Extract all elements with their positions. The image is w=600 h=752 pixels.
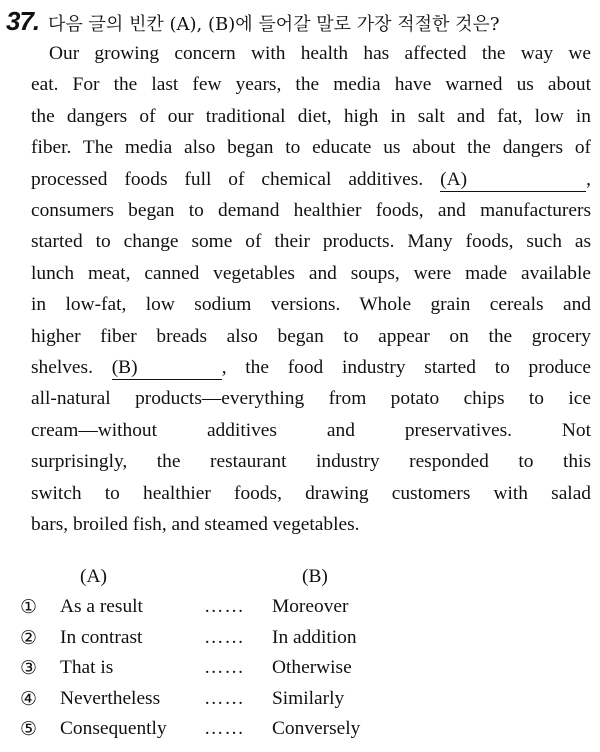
choice-b-text: In addition	[272, 626, 357, 648]
passage-line: Our growing concern with health has affected the way we	[49, 43, 591, 64]
passage-line: fiber. The media also began to educate us about the dangers of	[31, 137, 591, 159]
passage-line: higher fiber breads also began to appear on the grocery	[31, 325, 591, 347]
choice-b-text: Moreover	[272, 596, 349, 617]
choice-dots: ……	[204, 626, 245, 648]
choice-dots: ……	[204, 596, 245, 617]
passage	[31, 38, 591, 541]
question-heading	[6, 6, 594, 36]
choice-number: ⑤	[20, 718, 38, 740]
passage-line: started to change some of their products. Many foods, such as	[31, 231, 591, 253]
passage-line: surprisingly, the restaurant industry responded to this	[31, 451, 591, 473]
question-prompt: 다음 글의 빈칸 (A), (B)에 들어갈 말로 가장 적절한 것은?	[48, 14, 500, 35]
passage-text: , the food industry started to produce	[221, 357, 591, 379]
choice-b-text: Otherwise	[272, 657, 352, 678]
choice-a-text: Consequently	[60, 718, 167, 739]
choice-number: ①	[20, 596, 38, 618]
blank-a: (A)	[440, 169, 586, 192]
choice-number: ②	[20, 626, 38, 649]
passage-line-with-blank-b	[31, 352, 591, 383]
choice-dots: ……	[204, 687, 245, 709]
choice-a-text: As a result	[60, 596, 143, 617]
header-b: (B)	[302, 566, 328, 587]
passage-line: in low-fat, low sodium versions. Whole grain cereals and	[31, 294, 591, 316]
passage-text: processed foods full of chemical additives.	[31, 168, 424, 190]
passage-line: lunch meat, canned vegetables and soups, were made available	[31, 262, 591, 284]
passage-line: switch to healthier foods, drawing customers with salad	[31, 482, 591, 504]
choice-a-text: In contrast	[60, 626, 143, 648]
passage-line: all-natural products—everything from potato chips to ice	[31, 388, 591, 410]
passage-line: consumers began to demand healthier foods, and manufacturers	[31, 200, 591, 222]
passage-line-with-blank-a	[31, 164, 591, 195]
choice-number: ④	[20, 687, 38, 710]
header-a: (A)	[80, 566, 107, 587]
choice-dots: ……	[204, 718, 245, 739]
passage-line: eat. For the last few years, the media have warned us about	[31, 74, 591, 96]
choice-b-text: Similarly	[272, 687, 345, 709]
question-number: 37.	[6, 6, 40, 36]
passage-line: bars, broiled fish, and steamed vegetables.	[31, 514, 360, 536]
choice-dots: ……	[204, 657, 245, 678]
passage-line: cream—without additives and preservatives. Not	[31, 419, 591, 441]
blank-b: (B)	[112, 357, 222, 380]
passage-punct: ,	[586, 168, 591, 190]
choice-b-text: Conversely	[272, 718, 361, 739]
passage-line: the dangers of our traditional diet, high in salt and fat, low in	[31, 105, 591, 127]
choice-number: ③	[20, 657, 38, 679]
choice-a-text: That is	[60, 657, 114, 678]
choice-a-text: Nevertheless	[60, 687, 161, 709]
passage-text: shelves.	[31, 357, 93, 379]
question-header	[6, 6, 594, 36]
